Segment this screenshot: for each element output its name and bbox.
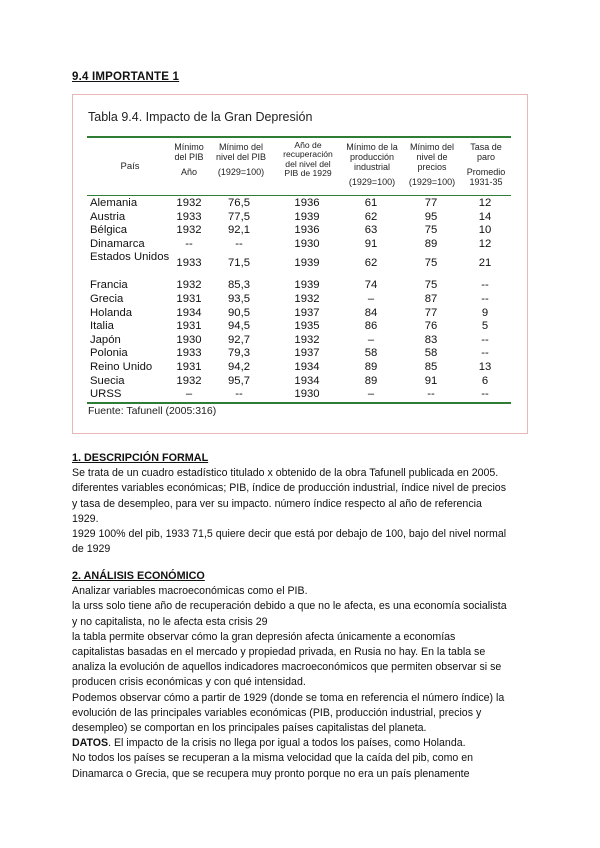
value-cell: 14 bbox=[478, 210, 492, 223]
paragraph-line: capitalistas basadas en el mercado y propiedad privada, en Rusia no hay. En la tabla se bbox=[72, 646, 486, 659]
table-row bbox=[73, 211, 529, 224]
country-cell: Alemania bbox=[90, 197, 138, 209]
table-row bbox=[73, 334, 529, 347]
country-cell: Reino Unido bbox=[90, 361, 153, 373]
value-cell: 1931 bbox=[176, 320, 202, 333]
value-cell: 77,5 bbox=[228, 210, 250, 223]
country-cell: Austria bbox=[90, 210, 126, 223]
value-cell: 71,5 bbox=[228, 257, 250, 270]
table-row bbox=[73, 320, 529, 333]
value-cell: 1930 bbox=[294, 388, 320, 401]
header-line: Mínimo del bbox=[409, 142, 454, 152]
country-cell: Suecia bbox=[90, 374, 125, 387]
value-cell: 95,7 bbox=[228, 374, 250, 387]
table-row bbox=[73, 388, 529, 401]
table-source: Fuente: Tafunell (2005:316) bbox=[88, 405, 217, 417]
value-cell: 5 bbox=[481, 320, 489, 333]
value-cell: 1932 bbox=[176, 374, 202, 387]
value-cell: 12 bbox=[478, 197, 492, 209]
header-line: (1929=100) bbox=[217, 167, 265, 177]
header-line: precios bbox=[417, 162, 447, 172]
section-description bbox=[72, 451, 532, 557]
value-cell: 6 bbox=[481, 374, 489, 387]
value-cell: 63 bbox=[364, 224, 378, 237]
col-header-paro bbox=[459, 142, 513, 187]
paragraph-line: Podemos observar cómo a partir de 1929 (donde se toma en referencia el número índice) la bbox=[72, 691, 505, 704]
section-analysis bbox=[72, 569, 532, 782]
value-cell: 95 bbox=[424, 210, 438, 223]
paragraph-line: la urss solo tiene año de recuperación debido a que no le afecta, es una economía socialista bbox=[72, 600, 507, 613]
value-cell: 1939 bbox=[294, 210, 320, 223]
country-cell: URSS bbox=[90, 388, 122, 401]
header-line: nivel de bbox=[416, 152, 448, 162]
value-cell: 61 bbox=[364, 197, 378, 209]
table-top-rule bbox=[87, 136, 511, 138]
value-cell: 90,5 bbox=[228, 306, 250, 319]
header-line: Mínimo bbox=[174, 142, 204, 152]
value-cell: -- bbox=[427, 388, 435, 401]
header-line: (1929=100) bbox=[408, 177, 456, 187]
table-row bbox=[73, 279, 529, 292]
header-line: Promedio bbox=[466, 167, 506, 177]
country-cell: Polonia bbox=[90, 347, 128, 360]
value-cell: 1936 bbox=[294, 197, 320, 209]
value-cell: -- bbox=[481, 279, 489, 292]
header-line: industrial bbox=[353, 162, 391, 172]
value-cell: 1932 bbox=[176, 279, 202, 292]
table-row bbox=[73, 197, 529, 210]
value-cell: 1930 bbox=[294, 237, 320, 250]
value-cell: – bbox=[367, 293, 375, 305]
paragraph-line: y no capitalista, no le afecta esta crisis 29 bbox=[72, 615, 268, 628]
table-row bbox=[73, 251, 529, 277]
value-cell: 1931 bbox=[176, 293, 202, 305]
value-cell: -- bbox=[235, 237, 243, 250]
value-cell: 85,3 bbox=[228, 279, 250, 292]
value-cell: 75 bbox=[424, 224, 438, 237]
header-line: paro bbox=[476, 152, 495, 162]
value-cell: -- bbox=[481, 333, 489, 346]
value-cell: 76 bbox=[424, 320, 438, 333]
value-cell: 1936 bbox=[294, 224, 320, 237]
value-cell: 94,2 bbox=[228, 361, 250, 373]
value-cell: 1932 bbox=[294, 333, 320, 346]
value-cell: 1937 bbox=[294, 306, 320, 319]
value-cell: 10 bbox=[478, 224, 492, 237]
value-cell: 1939 bbox=[294, 279, 320, 292]
value-cell: 74 bbox=[364, 279, 378, 292]
value-cell: 9 bbox=[481, 306, 489, 319]
value-cell: 84 bbox=[364, 306, 378, 319]
datos-label: DATOS bbox=[72, 737, 109, 750]
paragraph-line: analiza la evolución de aquellos indicadores macroeconómicos que permiten observar si se bbox=[72, 661, 502, 674]
value-cell: 1930 bbox=[176, 333, 202, 346]
country-cell: Francia bbox=[90, 279, 128, 292]
paragraph-line: desempleo) se comportan en los principales países capitalistas del planeta. bbox=[72, 722, 427, 735]
table-bottom-rule bbox=[87, 402, 511, 404]
paragraph-line: Se trata de un cuadro estadístico titulado x obtenido de la obra Tafunell publicada en 2005. bbox=[72, 467, 499, 480]
country-cell: Italia bbox=[90, 320, 114, 333]
table-row bbox=[73, 293, 529, 306]
header-line: del PIB bbox=[174, 152, 204, 162]
col-header-min-nivel-pib bbox=[213, 142, 269, 177]
section-analysis-title: 2. ANÁLISIS ECONÓMICO bbox=[72, 570, 205, 582]
paragraph-line: 1929. bbox=[72, 512, 99, 525]
value-cell: 1939 bbox=[294, 257, 320, 270]
value-cell: 1932 bbox=[294, 293, 320, 305]
value-cell: 1932 bbox=[176, 197, 202, 209]
section-description-title: 1. DESCRIPCIÓN FORMAL bbox=[72, 452, 209, 464]
value-cell: 58 bbox=[424, 347, 438, 360]
header-line: (1929=100) bbox=[348, 177, 396, 187]
value-cell: 62 bbox=[364, 257, 378, 270]
value-cell: 86 bbox=[364, 320, 378, 333]
col-header-precios bbox=[403, 142, 461, 187]
value-cell: 83 bbox=[424, 333, 438, 346]
table-row bbox=[73, 347, 529, 360]
value-cell: 13 bbox=[478, 361, 492, 373]
value-cell: 77 bbox=[424, 306, 438, 319]
value-cell: 89 bbox=[364, 374, 378, 387]
value-cell: – bbox=[367, 388, 375, 401]
value-cell: 58 bbox=[364, 347, 378, 360]
header-line: del nivel del bbox=[285, 158, 331, 169]
value-cell: 12 bbox=[478, 237, 492, 250]
section-heading: 9.4 IMPORTANTE 1 bbox=[72, 71, 180, 83]
header-line: recuperación bbox=[283, 149, 333, 160]
value-cell: 62 bbox=[364, 210, 378, 223]
country-cell: Japón bbox=[90, 333, 121, 346]
value-cell: 87 bbox=[424, 293, 438, 305]
datos-text: . El impacto de la crisis no llega por igual a todos los países, como Holanda. bbox=[108, 737, 466, 750]
value-cell: -- bbox=[235, 388, 243, 401]
value-cell: 91 bbox=[424, 374, 438, 387]
value-cell: 92,1 bbox=[228, 224, 250, 237]
paragraph-line: Dinamarca o Grecia, que se recupera muy pronto porque no era un país plenamente bbox=[72, 767, 470, 780]
paragraph-line-datos bbox=[72, 736, 532, 751]
table-row bbox=[73, 224, 529, 237]
value-cell: 1933 bbox=[176, 210, 202, 223]
value-cell: -- bbox=[185, 237, 193, 250]
value-cell: 1934 bbox=[176, 306, 202, 319]
value-cell: 89 bbox=[424, 237, 438, 250]
country-cell: Holanda bbox=[90, 306, 133, 319]
paragraph-line: y tasa de desempleo, para ver su impacto. número índice respecto al año de referencia bbox=[72, 497, 482, 510]
value-cell: – bbox=[367, 333, 375, 346]
table-row bbox=[73, 307, 529, 320]
paragraph-line: Analizar variables macroeconómicas como el PIB. bbox=[72, 585, 308, 598]
value-cell: 1933 bbox=[176, 347, 202, 360]
col-header-country: País bbox=[120, 161, 140, 172]
value-cell: 1934 bbox=[294, 374, 320, 387]
header-line: Año de bbox=[294, 140, 322, 150]
country-cell: Estados Unidos bbox=[90, 251, 170, 264]
col-header-min-pib bbox=[169, 142, 209, 177]
value-cell: 21 bbox=[478, 257, 492, 270]
value-cell: 91 bbox=[364, 237, 378, 250]
table-row bbox=[73, 238, 529, 251]
header-line: Tasa de bbox=[470, 142, 502, 152]
value-cell: -- bbox=[481, 293, 489, 305]
value-cell: -- bbox=[481, 347, 489, 360]
table-figure bbox=[72, 94, 528, 434]
col-header-recuperacion bbox=[275, 141, 341, 179]
header-line: Año bbox=[180, 167, 197, 177]
value-cell: 75 bbox=[424, 279, 438, 292]
value-cell: 92,7 bbox=[228, 333, 250, 346]
paragraph-line: producen crisis económicas y con qué intensidad. bbox=[72, 676, 306, 689]
value-cell: 89 bbox=[364, 361, 378, 373]
table-row bbox=[73, 375, 529, 388]
value-cell: 85 bbox=[424, 361, 438, 373]
value-cell: 1932 bbox=[176, 224, 202, 237]
paragraph-line: 1929 100% del pib, 1933 71,5 quiere decir que está por debajo de 100, bajo del nivel normal bbox=[72, 528, 507, 541]
table-title: Tabla 9.4. Impacto de la Gran Depresión bbox=[88, 110, 313, 124]
paragraph-line: diferentes variables económicas; PIB, índice de producción industrial, índice nivel de precios bbox=[72, 482, 506, 495]
value-cell: – bbox=[185, 388, 193, 401]
value-cell: 1931 bbox=[176, 361, 202, 373]
value-cell: 1933 bbox=[176, 257, 202, 270]
value-cell: 76,5 bbox=[228, 197, 250, 209]
country-cell: Dinamarca bbox=[90, 237, 145, 250]
header-line: Mínimo del bbox=[218, 142, 263, 152]
value-cell: 93,5 bbox=[228, 293, 250, 305]
value-cell: 1934 bbox=[294, 361, 320, 373]
country-cell: Grecia bbox=[90, 293, 124, 305]
value-cell: 75 bbox=[424, 257, 438, 270]
paragraph-line: la tabla permite observar cómo la gran depresión afecta únicamente a economías bbox=[72, 630, 456, 643]
header-line: nivel del PIB bbox=[215, 152, 267, 162]
value-cell: 77 bbox=[424, 197, 438, 209]
col-header-produccion bbox=[341, 142, 403, 187]
paragraph-line: No todos los países se recuperan a la misma velocidad que la caída del pib, como en bbox=[72, 752, 474, 765]
paragraph-line: evolución de las principales variables económicas (PIB, producción industrial, precios y bbox=[72, 706, 482, 719]
header-line: PIB de 1929 bbox=[284, 168, 332, 179]
paragraph-line: de 1929 bbox=[72, 543, 111, 556]
value-cell: 94,5 bbox=[228, 320, 250, 333]
header-line: 1931-35 bbox=[469, 177, 503, 187]
value-cell: 1937 bbox=[294, 347, 320, 360]
value-cell: -- bbox=[481, 388, 489, 401]
header-line: Mínimo de la bbox=[346, 142, 398, 152]
table-row bbox=[73, 361, 529, 374]
value-cell: 1935 bbox=[294, 320, 320, 333]
table-header-rule bbox=[87, 195, 511, 196]
country-cell: Bélgica bbox=[90, 224, 128, 237]
header-line: producción bbox=[349, 152, 395, 162]
value-cell: 79,3 bbox=[228, 347, 250, 360]
